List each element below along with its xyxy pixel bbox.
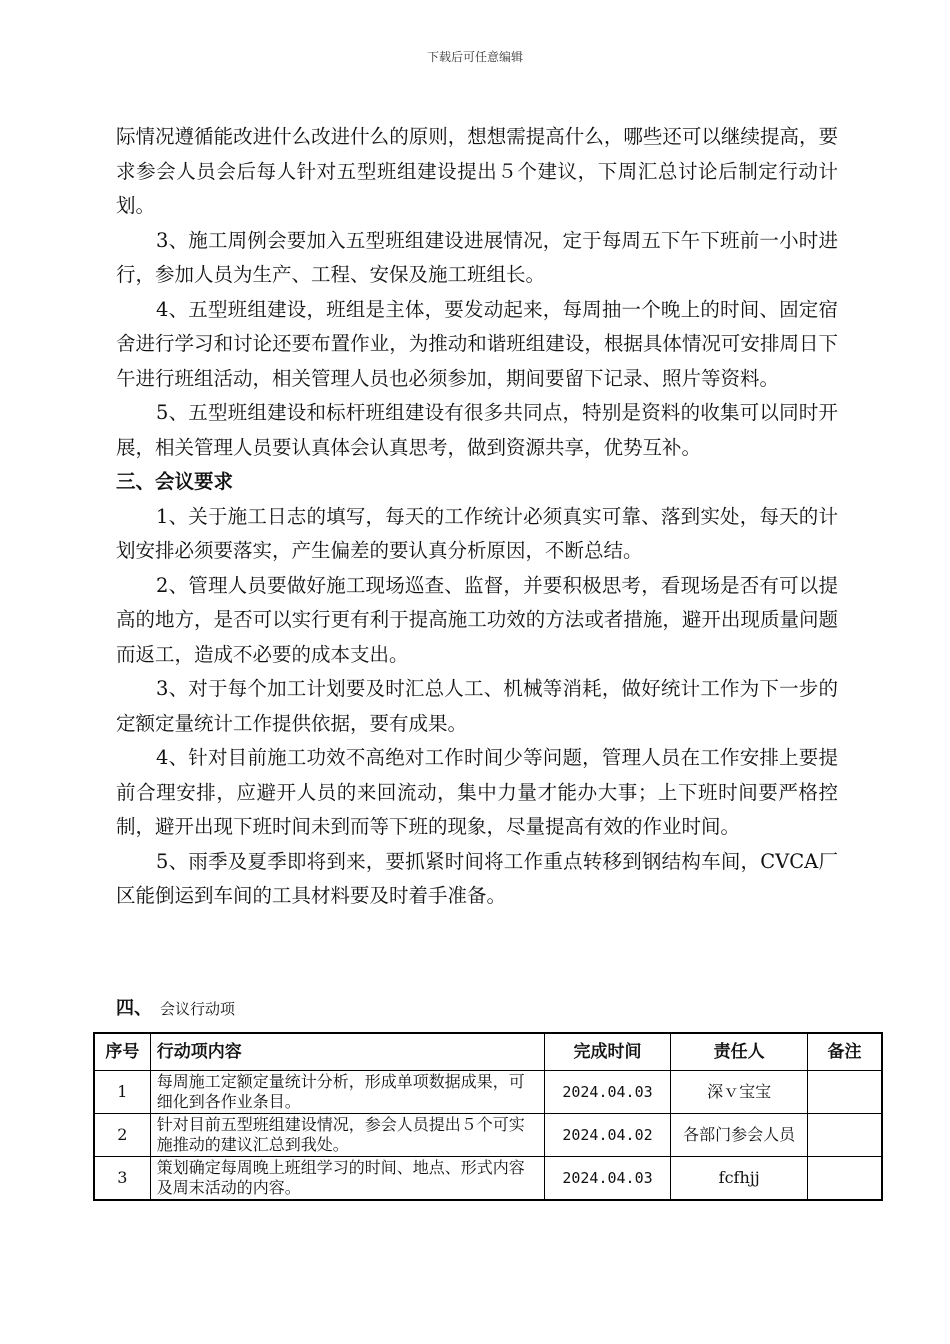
document-body bbox=[116, 120, 838, 914]
paragraph-continued: 际情况遵循能改进什么改进什么的原则，想想需提高什么，哪些还可以继续提高，要求参会人员会后每人针对五型班组建设提出５个建议，下周汇总讨论后制定行动计划。 bbox=[116, 125, 838, 217]
header-remark: 备注 bbox=[808, 1033, 882, 1071]
table-header-row bbox=[94, 1033, 882, 1071]
header-time: 完成时间 bbox=[544, 1033, 671, 1071]
section-3-heading: 三、会议要求 bbox=[116, 470, 234, 493]
requirement-item-3: 3、对于每个加工计划要及时汇总人工、机械等消耗，做好统计工作为下一步的定额定量统计工作提供依据，要有成果。 bbox=[116, 677, 838, 735]
section-4-heading bbox=[116, 994, 235, 1024]
section-4-number: 四、 bbox=[116, 998, 152, 1019]
header-no: 序号 bbox=[94, 1033, 150, 1071]
action-items-table bbox=[93, 1032, 883, 1201]
cell-content: 针对目前五型班组建设情况，参会人员提出５个可实施推动的建议汇总到我处。 bbox=[150, 1114, 544, 1157]
paragraph-item-4: 4、五型班组建设，班组是主体，要发动起来，每周抽一个晚上的时间、固定宿舍进行学习和讨论还要布置作业，为推动和谐班组建设，根据具体情况可安排周日下午进行班组活动，相关管理人员也必须参加，期间要留下记录、照片等资料。 bbox=[116, 297, 838, 390]
section-4-title: 会议行动项 bbox=[160, 1000, 236, 1018]
paragraph-item-5: 5、五型班组建设和标杆班组建设有很多共同点，特别是资料的收集可以同时开展，相关管理人员要认真体会认真思考，做到资源共享，优势互补。 bbox=[116, 401, 838, 459]
cell-content: 策划确定每周晚上班组学习的时间、地点、形式内容及周末活动的内容。 bbox=[150, 1157, 544, 1201]
cell-owner: fcfhjj bbox=[671, 1157, 808, 1201]
cell-no: 2 bbox=[94, 1114, 150, 1157]
cell-remark bbox=[808, 1114, 882, 1157]
cell-no: 1 bbox=[94, 1071, 150, 1114]
cell-time: 2024.04.02 bbox=[544, 1114, 671, 1157]
cell-owner: 各部门参会人员 bbox=[671, 1114, 808, 1157]
cell-time: 2024.04.03 bbox=[544, 1071, 671, 1114]
requirement-item-5: 5、雨季及夏季即将到来，要抓紧时间将工作重点转移到钢结构车间，CVCA厂区能倒运到车间的工具材料要及时着手准备。 bbox=[116, 849, 838, 907]
requirement-item-2: 2、管理人员要做好施工现场巡查、监督，并要积极思考，看现场是否有可以提高的地方，是否可以实行更有利于提高施工功效的方法或者措施，避开出现质量问题而返工，造成不必要的成本支出。 bbox=[116, 573, 838, 666]
page-header-note: 下载后可任意编辑 bbox=[426, 50, 523, 64]
paragraph-item-3: 3、施工周例会要加入五型班组建设进展情况，定于每周五下午下班前一小时进行，参加人员为生产、工程、安保及施工班组长。 bbox=[116, 228, 838, 286]
cell-no: 3 bbox=[94, 1157, 150, 1201]
cell-content: 每周施工定额定量统计分析，形成单项数据成果，可细化到各作业条目。 bbox=[150, 1071, 544, 1114]
cell-time: 2024.04.03 bbox=[544, 1157, 671, 1201]
cell-remark bbox=[808, 1157, 882, 1201]
requirement-item-1: 1、关于施工日志的填写，每天的工作统计必须真实可靠、落到实处，每天的计划安排必须要落实，产生偏差的要认真分析原因，不断总结。 bbox=[116, 504, 838, 562]
cell-remark bbox=[808, 1071, 882, 1114]
header-content: 行动项内容 bbox=[150, 1033, 544, 1071]
cell-owner: 深ｖ宝宝 bbox=[671, 1071, 808, 1114]
header-owner: 责任人 bbox=[671, 1033, 808, 1071]
requirement-item-4: 4、针对目前施工功效不高绝对工作时间少等问题，管理人员在工作安排上要提前合理安排，应避开人员的来回流动，集中力量才能办大事；上下班时间要严格控制，避开出现下班时间未到而等下班的现象，尽量提高有效的作业时间。 bbox=[116, 746, 838, 838]
table-row bbox=[94, 1114, 882, 1157]
table-row bbox=[94, 1157, 882, 1201]
table-row bbox=[94, 1071, 882, 1114]
